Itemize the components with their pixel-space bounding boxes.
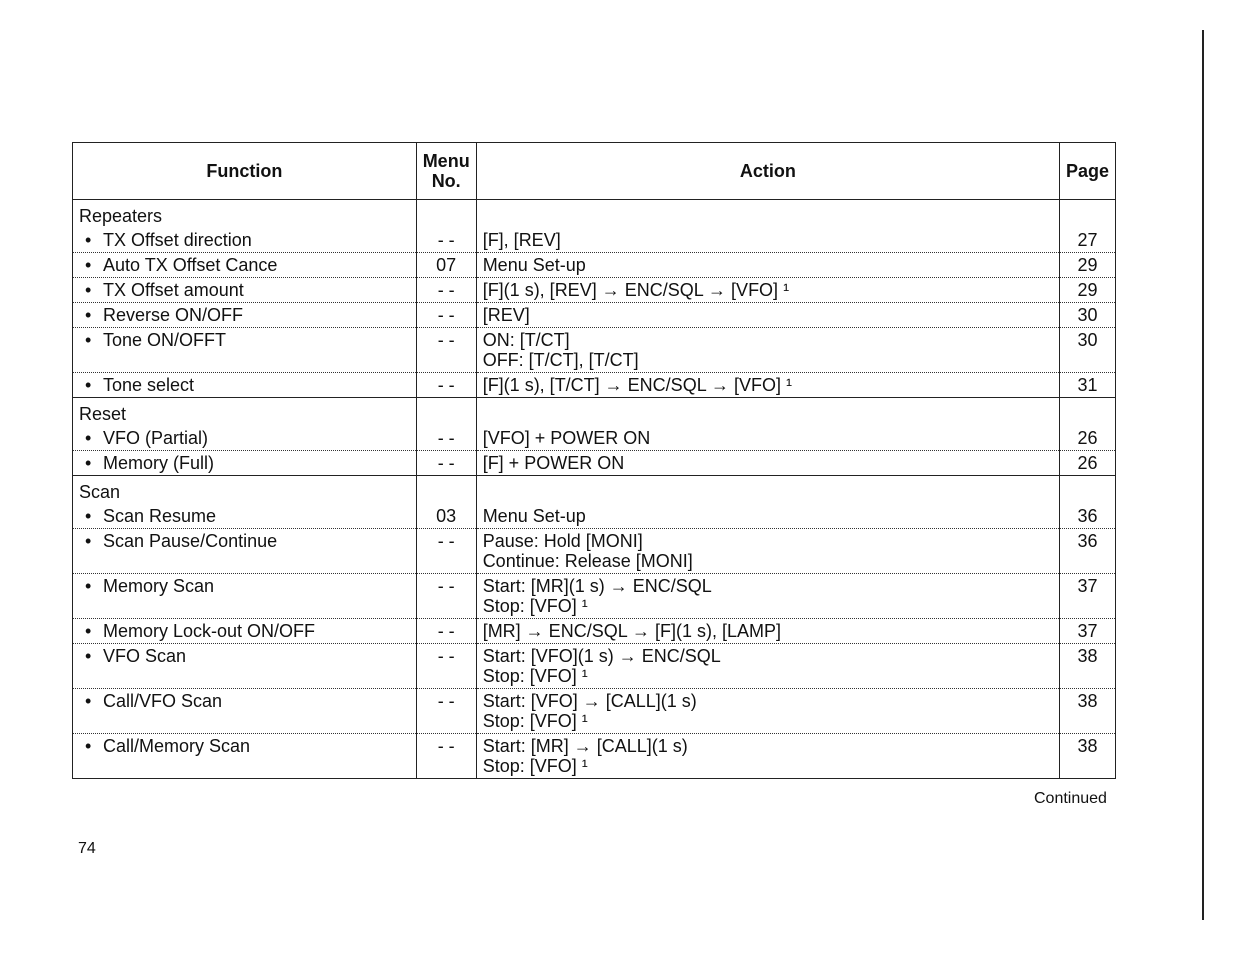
page-reference: 38 xyxy=(1059,644,1115,689)
function-cell xyxy=(73,644,417,689)
action-line: Continue: Release [MONI] xyxy=(482,551,693,571)
function-label: Memory (Full) xyxy=(103,453,214,473)
group-empty-cell xyxy=(416,398,476,427)
action-cell xyxy=(476,373,1059,398)
menu-number: - - xyxy=(416,228,476,253)
action-cell xyxy=(476,689,1059,734)
function-label: VFO (Partial) xyxy=(103,428,209,448)
page-reference: 38 xyxy=(1059,689,1115,734)
menu-number: - - xyxy=(416,303,476,328)
bullet-icon: • xyxy=(85,375,92,395)
menu-number: - - xyxy=(416,373,476,398)
table-row xyxy=(73,373,1116,398)
menu-number: - - xyxy=(416,328,476,373)
menu-number: - - xyxy=(416,278,476,303)
action-line: [VFO] + POWER ON xyxy=(482,428,651,448)
group-empty-cell xyxy=(1059,476,1115,505)
table-row xyxy=(73,451,1116,476)
table-row xyxy=(73,734,1116,779)
function-cell xyxy=(73,574,417,619)
menu-number: - - xyxy=(416,734,476,779)
group-title: Repeaters xyxy=(73,200,417,229)
table-row xyxy=(73,278,1116,303)
bullet-icon: • xyxy=(85,230,92,250)
group-empty-cell xyxy=(476,200,1059,229)
action-line: Menu Set-up xyxy=(482,255,586,275)
group-title: Scan xyxy=(73,476,417,505)
action-cell xyxy=(476,328,1059,373)
action-line: Stop: [VFO] ¹ xyxy=(482,711,588,731)
action-line: Stop: [VFO] ¹ xyxy=(482,596,588,616)
action-cell xyxy=(476,426,1059,451)
bullet-icon: • xyxy=(85,531,92,551)
action-cell xyxy=(476,451,1059,476)
page-reference: 37 xyxy=(1059,574,1115,619)
action-cell xyxy=(476,253,1059,278)
group-empty-cell xyxy=(1059,200,1115,229)
table-row xyxy=(73,253,1116,278)
bullet-icon: • xyxy=(85,330,92,350)
function-label: Call/Memory Scan xyxy=(103,736,251,756)
function-cell xyxy=(73,328,417,373)
action-line: [F](1 s), [T/CT] → ENC/SQL → [VFO] ¹ xyxy=(482,375,793,395)
function-label: Memory Lock-out ON/OFF xyxy=(103,621,316,641)
function-cell xyxy=(73,253,417,278)
group-empty-cell xyxy=(476,398,1059,427)
bullet-icon: • xyxy=(85,736,92,756)
function-label: Tone ON/OFFT xyxy=(103,330,227,350)
table-row xyxy=(73,574,1116,619)
menu-number: - - xyxy=(416,529,476,574)
page-reference: 30 xyxy=(1059,303,1115,328)
function-label: Reverse ON/OFF xyxy=(103,305,244,325)
action-cell xyxy=(476,303,1059,328)
action-line: [F](1 s), [REV] → ENC/SQL → [VFO] ¹ xyxy=(482,280,790,300)
function-cell xyxy=(73,529,417,574)
function-cell xyxy=(73,373,417,398)
action-cell xyxy=(476,574,1059,619)
group-title-row xyxy=(73,200,1116,229)
action-line: ON: [T/CT] xyxy=(482,330,570,350)
page-reference: 27 xyxy=(1059,228,1115,253)
action-cell xyxy=(476,619,1059,644)
page-reference: 26 xyxy=(1059,426,1115,451)
table-row xyxy=(73,689,1116,734)
action-line: [REV] xyxy=(482,305,530,325)
function-cell xyxy=(73,426,417,451)
action-cell xyxy=(476,278,1059,303)
table-header xyxy=(73,143,1116,200)
action-cell xyxy=(476,644,1059,689)
action-line: OFF: [T/CT], [T/CT] xyxy=(482,350,639,370)
function-label: Auto TX Offset Cance xyxy=(103,255,278,275)
group-empty-cell xyxy=(1059,398,1115,427)
function-label: TX Offset direction xyxy=(103,230,252,250)
function-label: Scan Resume xyxy=(103,506,217,526)
group-empty-cell xyxy=(476,476,1059,505)
action-line: Menu Set-up xyxy=(482,506,586,526)
header-menu-no: Menu No. xyxy=(416,143,476,200)
table-row xyxy=(73,529,1116,574)
page-reference: 29 xyxy=(1059,253,1115,278)
page-reference: 36 xyxy=(1059,504,1115,529)
bullet-icon: • xyxy=(85,576,92,596)
table-row xyxy=(73,644,1116,689)
table-row xyxy=(73,328,1116,373)
function-label: VFO Scan xyxy=(103,646,187,666)
page-reference: 29 xyxy=(1059,278,1115,303)
action-line: Stop: [VFO] ¹ xyxy=(482,756,588,776)
action-line: [F] + POWER ON xyxy=(482,453,625,473)
table-row xyxy=(73,504,1116,529)
function-cell xyxy=(73,619,417,644)
continued-label: Continued xyxy=(1034,790,1107,807)
bullet-icon: • xyxy=(85,691,92,711)
header-page: Page xyxy=(1059,143,1115,200)
function-table xyxy=(72,142,1116,779)
action-line: [MR] → ENC/SQL → [F](1 s), [LAMP] xyxy=(482,621,782,641)
page-reference: 30 xyxy=(1059,328,1115,373)
function-label: Memory Scan xyxy=(103,576,215,596)
table-row xyxy=(73,619,1116,644)
action-line: Stop: [VFO] ¹ xyxy=(482,666,588,686)
table-body xyxy=(73,200,1116,779)
action-line: Start: [MR] → [CALL](1 s) xyxy=(482,736,688,756)
bullet-icon: • xyxy=(85,280,92,300)
function-label: Scan Pause/Continue xyxy=(103,531,278,551)
function-cell xyxy=(73,303,417,328)
table-row xyxy=(73,228,1116,253)
group-empty-cell xyxy=(416,476,476,505)
page-reference: 26 xyxy=(1059,451,1115,476)
page-edge-rule xyxy=(1202,30,1204,920)
group-title-row xyxy=(73,398,1116,427)
action-cell xyxy=(476,734,1059,779)
function-cell xyxy=(73,228,417,253)
action-cell xyxy=(476,228,1059,253)
menu-number: - - xyxy=(416,451,476,476)
bullet-icon: • xyxy=(85,453,92,473)
menu-number: - - xyxy=(416,689,476,734)
function-cell xyxy=(73,278,417,303)
action-cell xyxy=(476,529,1059,574)
function-label: TX Offset amount xyxy=(103,280,244,300)
header-action: Action xyxy=(476,143,1059,200)
page-reference: 38 xyxy=(1059,734,1115,779)
action-cell xyxy=(476,504,1059,529)
action-line: Pause: Hold [MONI] xyxy=(482,531,643,551)
bullet-icon: • xyxy=(85,646,92,666)
group-title: Reset xyxy=(73,398,417,427)
page-reference: 31 xyxy=(1059,373,1115,398)
action-line: Start: [VFO](1 s) → ENC/SQL xyxy=(482,646,721,666)
bullet-icon: • xyxy=(85,255,92,275)
menu-number: - - xyxy=(416,574,476,619)
menu-number: - - xyxy=(416,619,476,644)
bullet-icon: • xyxy=(85,621,92,641)
action-line: Start: [VFO] → [CALL](1 s) xyxy=(482,691,697,711)
action-line: [F], [REV] xyxy=(482,230,561,250)
function-cell xyxy=(73,689,417,734)
function-cell xyxy=(73,734,417,779)
page-number: 74 xyxy=(78,840,96,857)
bullet-icon: • xyxy=(85,428,92,448)
bullet-icon: • xyxy=(85,506,92,526)
menu-number: - - xyxy=(416,644,476,689)
function-label: Tone select xyxy=(103,375,195,395)
function-cell xyxy=(73,451,417,476)
page-reference: 36 xyxy=(1059,529,1115,574)
table-row xyxy=(73,426,1116,451)
group-empty-cell xyxy=(416,200,476,229)
menu-number: - - xyxy=(416,426,476,451)
bullet-icon: • xyxy=(85,305,92,325)
action-line: Start: [MR](1 s) → ENC/SQL xyxy=(482,576,712,596)
table-row xyxy=(73,303,1116,328)
function-label: Call/VFO Scan xyxy=(103,691,223,711)
menu-number: 03 xyxy=(416,504,476,529)
menu-number: 07 xyxy=(416,253,476,278)
header-function: Function xyxy=(73,143,417,200)
function-cell xyxy=(73,504,417,529)
page-reference: 37 xyxy=(1059,619,1115,644)
group-title-row xyxy=(73,476,1116,505)
